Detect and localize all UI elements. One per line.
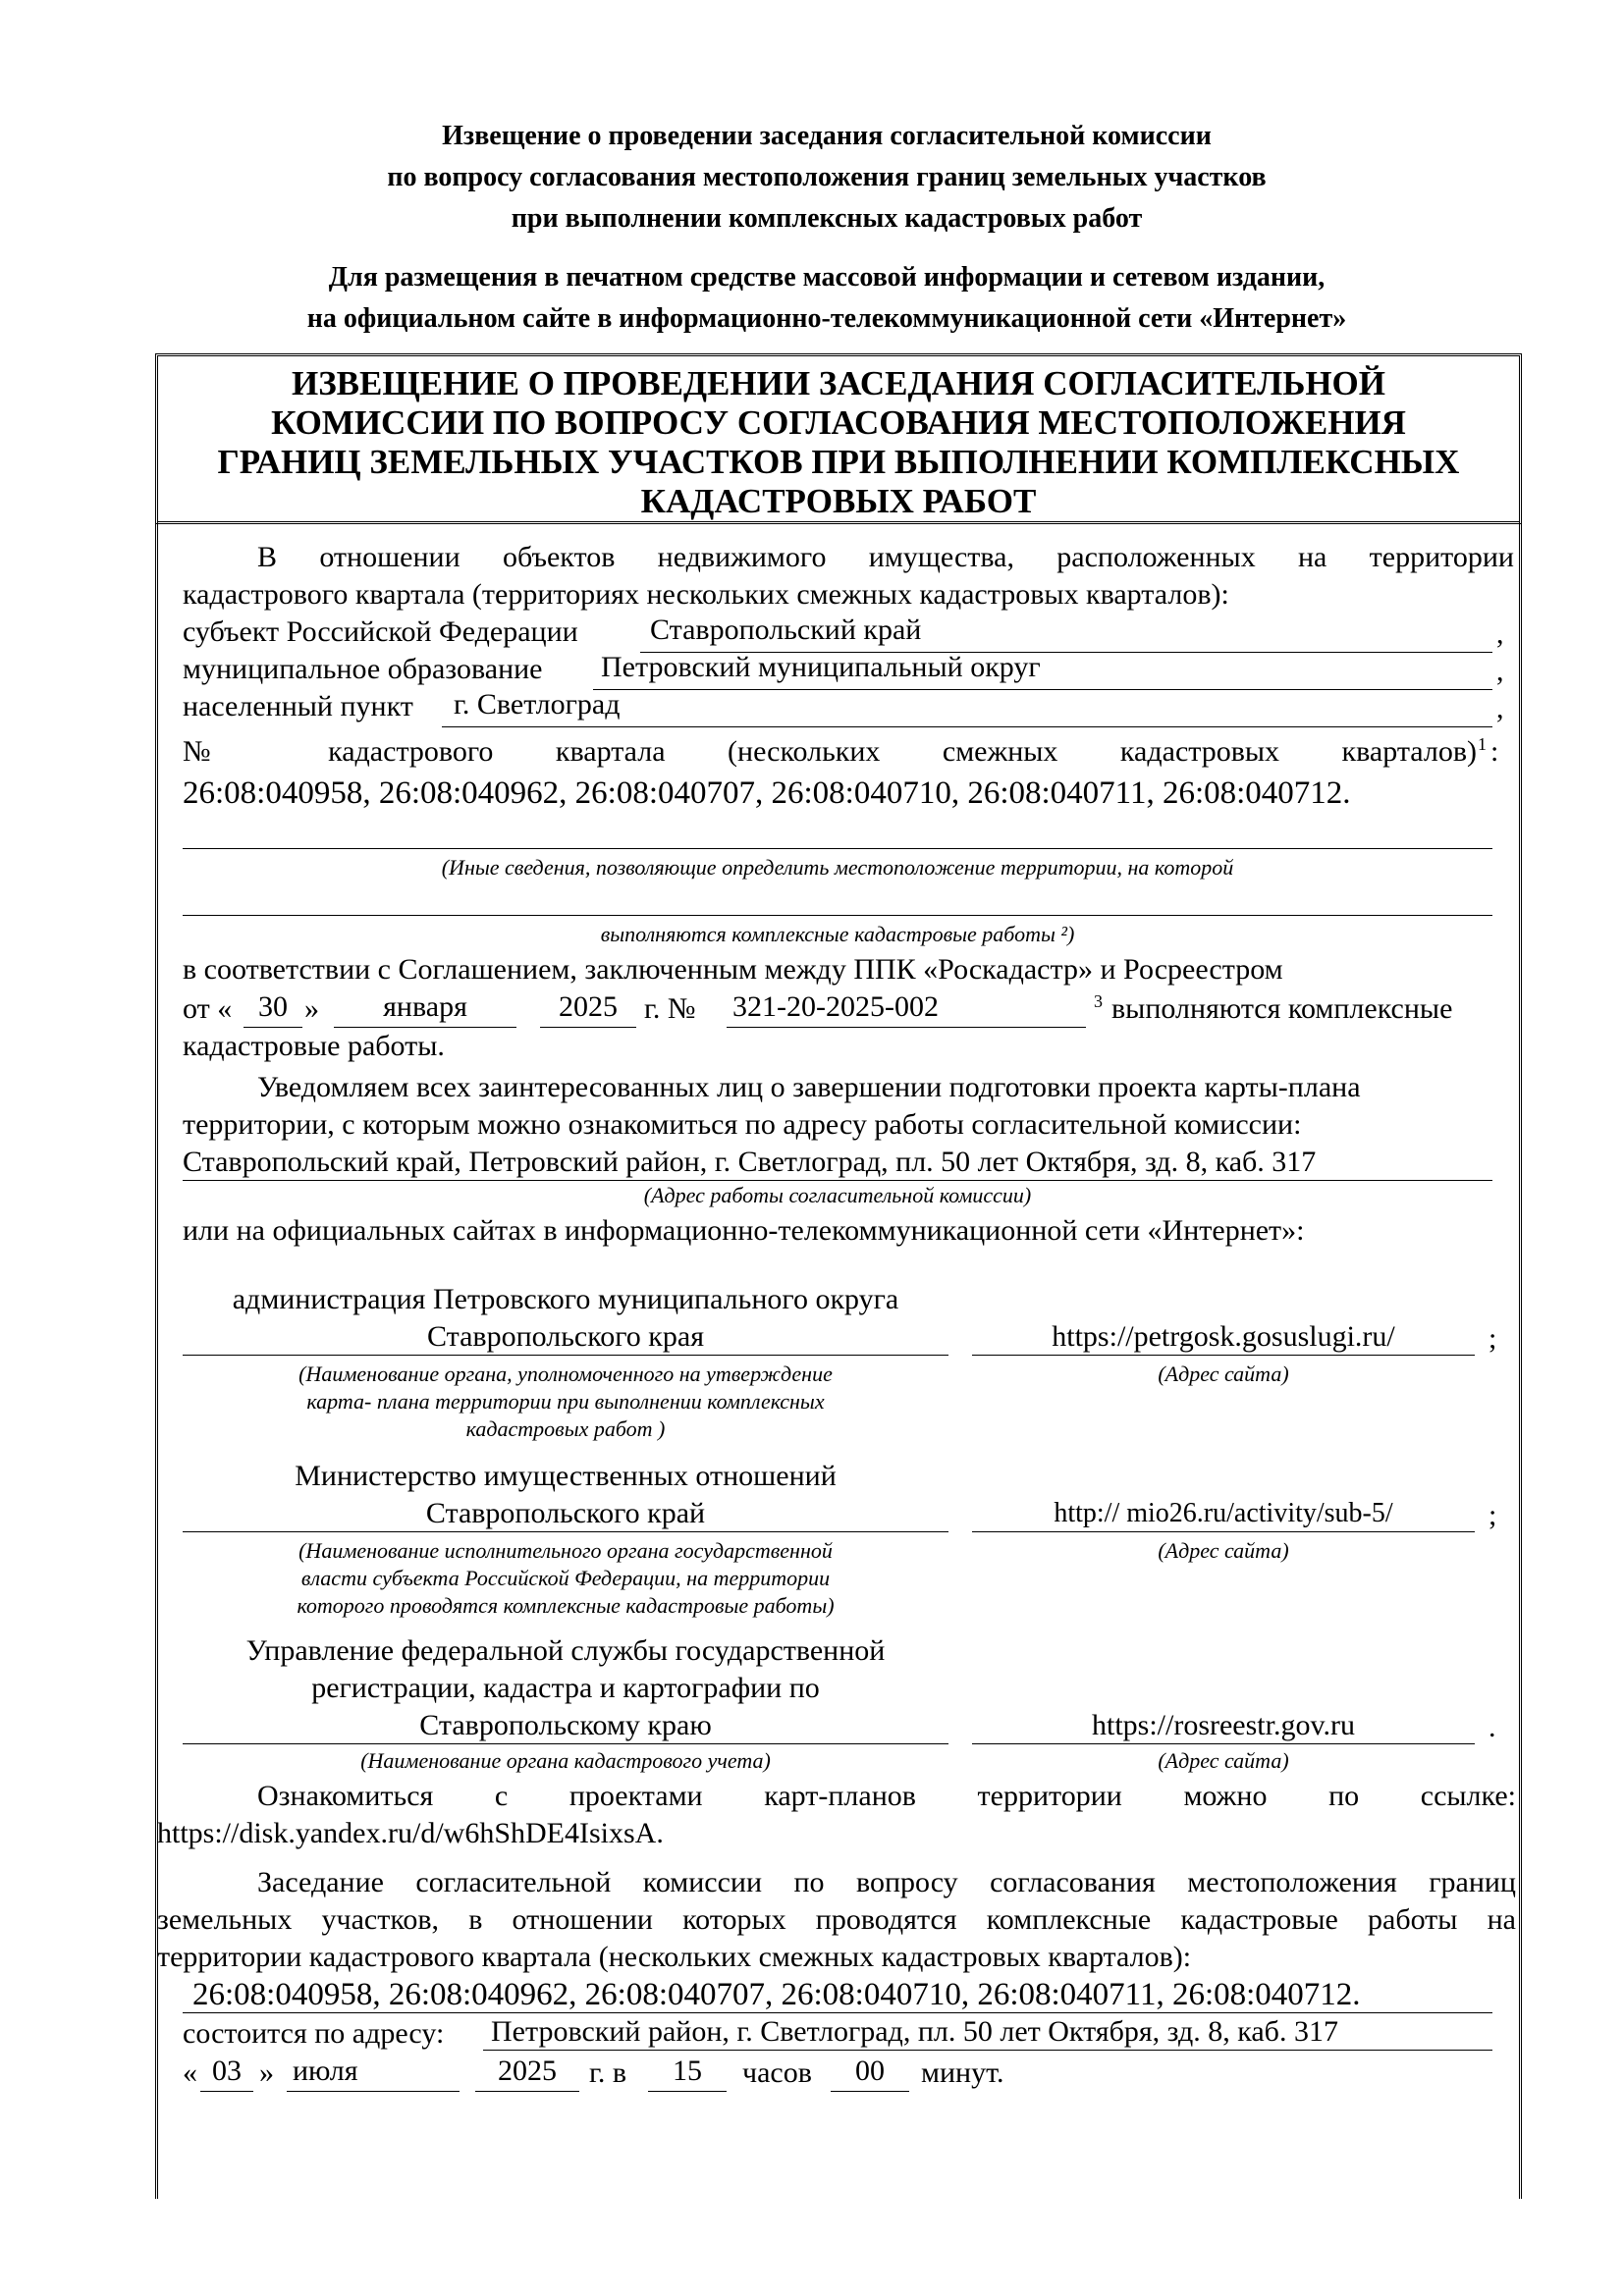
quarters-colon: : xyxy=(1490,735,1499,768)
meeting-minutes: 00 xyxy=(855,2055,885,2087)
meeting-hours-underline xyxy=(648,2091,727,2092)
title-line-2: КОМИССИИ ПО ВОПРОСУ СОГЛАСОВАНИЯ МЕСТОПОЛОЖЕНИЯ xyxy=(271,403,1406,442)
header-line-4: Для размещения в печатном средстве массовой информации и сетевом издании, xyxy=(328,262,1326,293)
meeting-address-label: состоится по адресу: xyxy=(183,2017,445,2050)
meeting-quote-open: « xyxy=(183,2056,197,2089)
meeting-line-2: земельных участков, в отношении которых проводятся комплексные кадастровые работы на xyxy=(157,1903,1516,1936)
site-1-caption-1: (Наименование органа, уполномоченного на утверждение xyxy=(298,1362,833,1386)
commission-address-caption: (Адрес работы согласительной комиссии) xyxy=(643,1183,1032,1207)
agreement-day: 30 xyxy=(258,990,288,1023)
settlement-comma: , xyxy=(1496,692,1504,724)
meeting-at: г. в xyxy=(589,2056,627,2089)
meeting-year-underline xyxy=(475,2091,579,2092)
agreement-tail: выполняются комплексные xyxy=(1111,992,1453,1025)
settlement-underline xyxy=(442,726,1492,727)
projects-link[interactable]: https://disk.yandex.ru/d/w6hShDE4IsixsA. xyxy=(157,1817,664,1849)
site-2-org-line-2: Ставропольского край xyxy=(425,1497,706,1529)
meeting-month-underline xyxy=(287,2091,460,2092)
intro-line-1: В отношении объектов недвижимого имущества, расположенных на территории xyxy=(257,541,1514,573)
site-3-org-line-3: Ставропольскому краю xyxy=(419,1709,712,1741)
site-3-url[interactable]: https://rosreestr.gov.ru xyxy=(1091,1709,1356,1741)
meeting-address-underline xyxy=(483,2050,1492,2051)
meeting-quarters: 26:08:040958, 26:08:040962, 26:08:040707, 26:08:040710, 26:08:040711, 26:08:040712. xyxy=(192,1977,1361,2012)
site-3-org-underline xyxy=(183,1743,948,1744)
header-line-1: Извещение о проведении заседания согласительной комиссии xyxy=(442,121,1212,151)
municipality-comma: , xyxy=(1496,655,1504,687)
meeting-hours-label: часов xyxy=(742,2056,812,2089)
site-1-punct: ; xyxy=(1489,1322,1497,1355)
site-1-org-underline xyxy=(183,1355,948,1356)
meeting-day-underline xyxy=(200,2091,253,2092)
other-info-line-1 xyxy=(183,848,1492,849)
other-info-line-2 xyxy=(183,915,1492,916)
municipality-underline xyxy=(593,689,1492,690)
header-line-5: на официальном сайте в информационно-телекоммуникационной сети «Интернет» xyxy=(306,303,1347,334)
site-1-org-line-1: администрация Петровского муниципального округа xyxy=(232,1283,899,1315)
agreement-number: 321-20-2025-002 xyxy=(732,990,939,1023)
site-1-url-underline xyxy=(972,1355,1475,1356)
agreement-month-underline xyxy=(334,1027,516,1028)
meeting-quote-close: » xyxy=(259,2056,274,2089)
agreement-line-3: кадастровые работы. xyxy=(183,1030,445,1062)
other-info-caption-2: выполняются комплексные кадастровые работы ²) xyxy=(600,922,1075,946)
site-2-org-underline xyxy=(183,1531,948,1532)
site-2-url[interactable]: http:// mio26.ru/activity/sub-5/ xyxy=(1054,1498,1393,1528)
site-2-url-underline xyxy=(972,1531,1475,1532)
site-2-caption-3: которого проводятся комплексные кадастровые работы) xyxy=(297,1593,835,1618)
meeting-year: 2025 xyxy=(498,2055,557,2087)
notice-title xyxy=(155,353,1522,524)
meeting-address: Петровский район, г. Светлоград, пл. 50 лет Октября, зд. 8, каб. 317 xyxy=(491,2015,1338,2048)
site-1-url[interactable]: https://petrgosk.gosuslugi.ru/ xyxy=(1052,1320,1395,1353)
other-info-caption-1: (Иные сведения, позволяющие определить местоположение территории, на которой xyxy=(441,855,1234,880)
site-2-url-caption: (Адрес сайта) xyxy=(1158,1538,1289,1563)
projects-line-1: Ознакомиться с проектами карт-планов территории можно по ссылке: xyxy=(257,1780,1516,1812)
municipality-value: Петровский муниципальный округ xyxy=(601,651,1041,683)
intro-line-2: кадастрового квартала (территориях нескольких смежных кадастровых кварталов): xyxy=(183,578,1229,611)
meeting-quarters-underline xyxy=(183,2012,1492,2013)
site-1-org-line-2: Ставропольского края xyxy=(427,1320,704,1353)
subject-label: субъект Российской Федерации xyxy=(183,615,578,648)
commission-address-underline xyxy=(183,1180,1492,1181)
agreement-quote-close: » xyxy=(304,992,319,1025)
header-line-3: при выполнении комплексных кадастровых работ xyxy=(511,203,1143,234)
site-3-org-line-2: регистрации, кадастра и картографии по xyxy=(311,1672,820,1704)
site-2-org-line-1: Министерство имущественных отношений xyxy=(295,1460,837,1492)
title-line-3: ГРАНИЦ ЗЕМЕЛЬНЫХ УЧАСТКОВ ПРИ ВЫПОЛНЕНИИ КОМПЛЕКСНЫХ xyxy=(217,443,1460,481)
meeting-day: 03 xyxy=(212,2055,242,2087)
site-1-url-caption: (Адрес сайта) xyxy=(1158,1362,1289,1386)
agreement-month: января xyxy=(383,990,467,1023)
meeting-hours: 15 xyxy=(673,2055,702,2087)
meeting-month: июля xyxy=(293,2055,358,2087)
meeting-line-1: Заседание согласительной комиссии по вопросу согласования местоположения границ xyxy=(257,1866,1516,1898)
agreement-footnote: 3 xyxy=(1094,991,1103,1011)
site-2-caption-1: (Наименование исполнительного органа государственной xyxy=(298,1538,833,1563)
site-1-caption-2: карта- плана территории при выполнении комплексных xyxy=(306,1389,825,1414)
subject-value: Ставропольский край xyxy=(650,614,922,646)
agreement-day-underline xyxy=(244,1027,302,1028)
site-2-punct: ; xyxy=(1489,1499,1497,1531)
notice-line-2: территории, с которым можно ознакомиться по адресу работы согласительной комиссии: xyxy=(183,1108,1302,1141)
quarters-numbers: 26:08:040958, 26:08:040962, 26:08:040707, 26:08:040710, 26:08:040711, 26:08:040712. xyxy=(183,775,1351,811)
site-3-org-line-1: Управление федеральной службы государственной xyxy=(245,1634,886,1667)
agreement-year-underline xyxy=(540,1027,636,1028)
agreement-number-underline xyxy=(727,1027,1086,1028)
subject-comma: , xyxy=(1496,617,1504,650)
title-line-1: ИЗВЕЩЕНИЕ О ПРОВЕДЕНИИ ЗАСЕДАНИЯ СОГЛАСИТЕЛЬНОЙ xyxy=(291,364,1386,402)
meeting-minutes-label: минут. xyxy=(921,2056,1004,2089)
commission-address: Ставропольский край, Петровский район, г. Светлоград, пл. 50 лет Октября, зд. 8, каб. 317 xyxy=(183,1146,1317,1178)
sites-intro: или на официальных сайтах в информационно-телекоммуникационной сети «Интернет»: xyxy=(183,1214,1305,1247)
site-3-punct: . xyxy=(1489,1711,1496,1743)
agreement-line-1: в соответствии с Соглашением, заключенным между ППК «Роскадастр» и Росреестром xyxy=(183,953,1283,986)
agreement-year-suffix: г. № xyxy=(644,992,696,1025)
site-3-url-caption: (Адрес сайта) xyxy=(1158,1748,1289,1773)
site-3-caption-1: (Наименование органа кадастрового учета) xyxy=(360,1748,771,1773)
site-1-caption-3: кадастровых работ ) xyxy=(465,1416,666,1441)
title-line-4: КАДАСТРОВЫХ РАБОТ xyxy=(640,482,1037,520)
agreement-year: 2025 xyxy=(559,990,618,1023)
quarters-label: № кадастрового квартала (нескольких смежных кадастровых кварталов) xyxy=(183,735,1477,768)
meeting-line-3: территории кадастрового квартала (нескольких смежных кадастровых кварталов): xyxy=(157,1941,1192,1973)
settlement-label: населенный пункт xyxy=(183,690,413,722)
notice-line-1: Уведомляем всех заинтересованных лиц о завершении подготовки проекта карты-плана xyxy=(257,1071,1361,1103)
settlement-value: г. Светлоград xyxy=(454,688,621,721)
meeting-minutes-underline xyxy=(831,2091,909,2092)
site-2-caption-2: власти субъекта Российской Федерации, на территории xyxy=(300,1566,831,1590)
site-3-url-underline xyxy=(972,1743,1475,1744)
municipality-label: муниципальное образование xyxy=(183,653,543,685)
quarters-footnote: 1 xyxy=(1478,734,1487,754)
agreement-from: от « xyxy=(183,992,233,1025)
header-line-2: по вопросу согласования местоположения границ земельных участков xyxy=(387,162,1267,192)
